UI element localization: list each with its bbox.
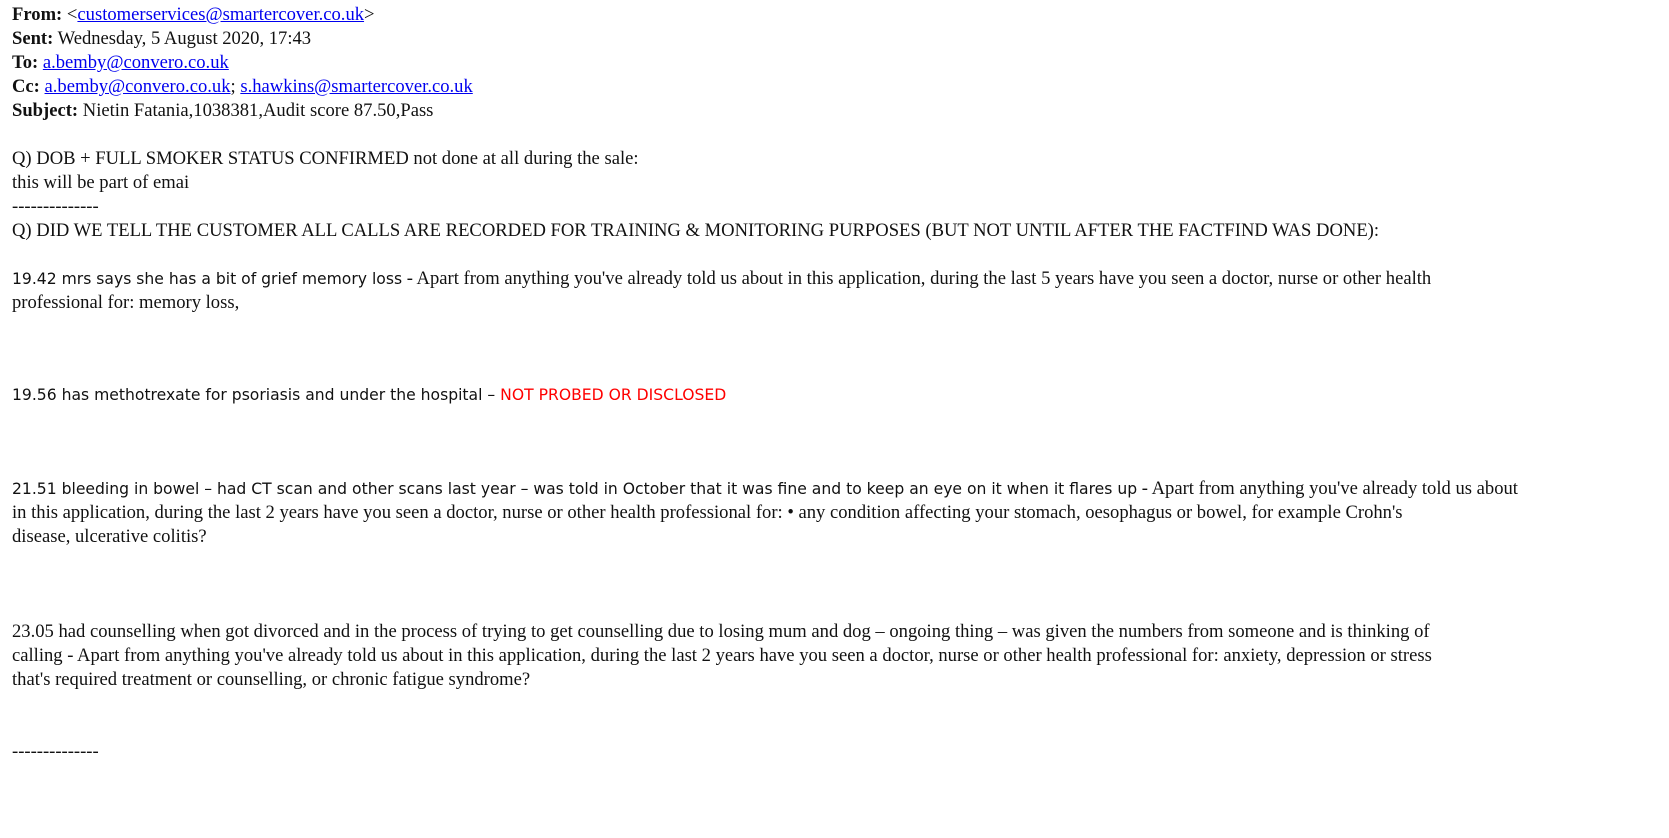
cc-email-link-2[interactable]: s.hawkins@smartercover.co.uk (240, 76, 473, 97)
entry-21-51-question: - Apart from anything you've already told us about (1137, 478, 1518, 499)
entry-23-05 (12, 620, 1668, 692)
from-close-bracket: > (364, 4, 375, 25)
question-call-recording: Q) DID WE TELL THE CUSTOMER ALL CALLS ARE RECORDED FOR TRAINING & MONITORING PURPOSES (BUT NOT UNTIL AFTER THE FACTFIND WAS DONE): (12, 220, 1380, 241)
entry-23-05-line-2: calling - Apart from anything you've already told us about in this application, during the last 2 years have you seen a doctor, nurse or other health professional for: anxiety, depression or stress (12, 645, 1432, 666)
entry-19-42-line-2: professional for: memory loss, (12, 292, 240, 313)
entry-21-51 (12, 477, 1668, 549)
cc-label: Cc: (12, 76, 40, 97)
entry-19-56-note: 19.56 has methotrexate for psoriasis and under the hospital – (12, 386, 501, 404)
to-label: To: (12, 52, 39, 73)
entry-19-56 (12, 383, 1668, 407)
cc-separator: ; (230, 76, 241, 97)
entry-23-05-line-3: that's required treatment or counselling, or chronic fatigue syndrome? (12, 669, 531, 690)
from-line (12, 3, 375, 27)
subject-line (12, 99, 433, 123)
sent-line (12, 27, 311, 51)
subject-label: Subject: (12, 100, 79, 121)
entry-21-51-note: 21.51 bleeding in bowel – had CT scan and other scans last year – was told in October that it was fine and to keep an eye on it when it flares up (12, 480, 1138, 498)
from-open-bracket: < (66, 4, 78, 25)
to-email-link[interactable]: a.bemby@convero.co.uk (42, 52, 229, 73)
entry-19-42-question: - Apart from anything you've already told us about in this application, during the last 5 years have you seen a doctor, nurse or other health (402, 268, 1432, 289)
from-label: From: (12, 4, 63, 25)
entry-21-51-line-2: in this application, during the last 2 years have you seen a doctor, nurse or other health professional for: • any condition affecting your stomach, oesophagus or bowel, for example Crohn's (12, 502, 1403, 523)
entry-23-05-line-1: 23.05 had counselling when got divorced and in the process of trying to get counselling due to losing mum and dog – ongoing thing – was given the numbers from someone and is thinking of (12, 621, 1430, 642)
entry-21-51-line-1 (12, 477, 1668, 501)
entry-19-42-note: 19.42 mrs says she has a bit of grief memory loss (12, 270, 403, 288)
to-line (12, 51, 229, 75)
from-email-link[interactable]: customerservices@smartercover.co.uk (77, 4, 365, 25)
subject-value: Nietin Fatania,1038381,Audit score 87.50,Pass (82, 100, 434, 121)
cc-line (12, 75, 473, 99)
separator-line-end: -------------- (12, 741, 99, 762)
entry-21-51-line-3: disease, ulcerative colitis? (12, 526, 207, 547)
sent-value: Wednesday, 5 August 2020, 17:43 (57, 28, 312, 49)
cc-email-link-1[interactable]: a.bemby@convero.co.uk (44, 76, 231, 97)
entry-19-42-line-1 (12, 267, 1668, 291)
question-dob-smoker: Q) DOB + FULL SMOKER STATUS CONFIRMED not done at all during the sale: (12, 148, 639, 169)
not-probed-flag: NOT PROBED OR DISCLOSED (500, 386, 727, 404)
question-dob-note: this will be part of emai (12, 172, 190, 193)
sent-label: Sent: (12, 28, 54, 49)
separator-line: -------------- (12, 196, 99, 217)
entry-19-42 (12, 267, 1668, 315)
